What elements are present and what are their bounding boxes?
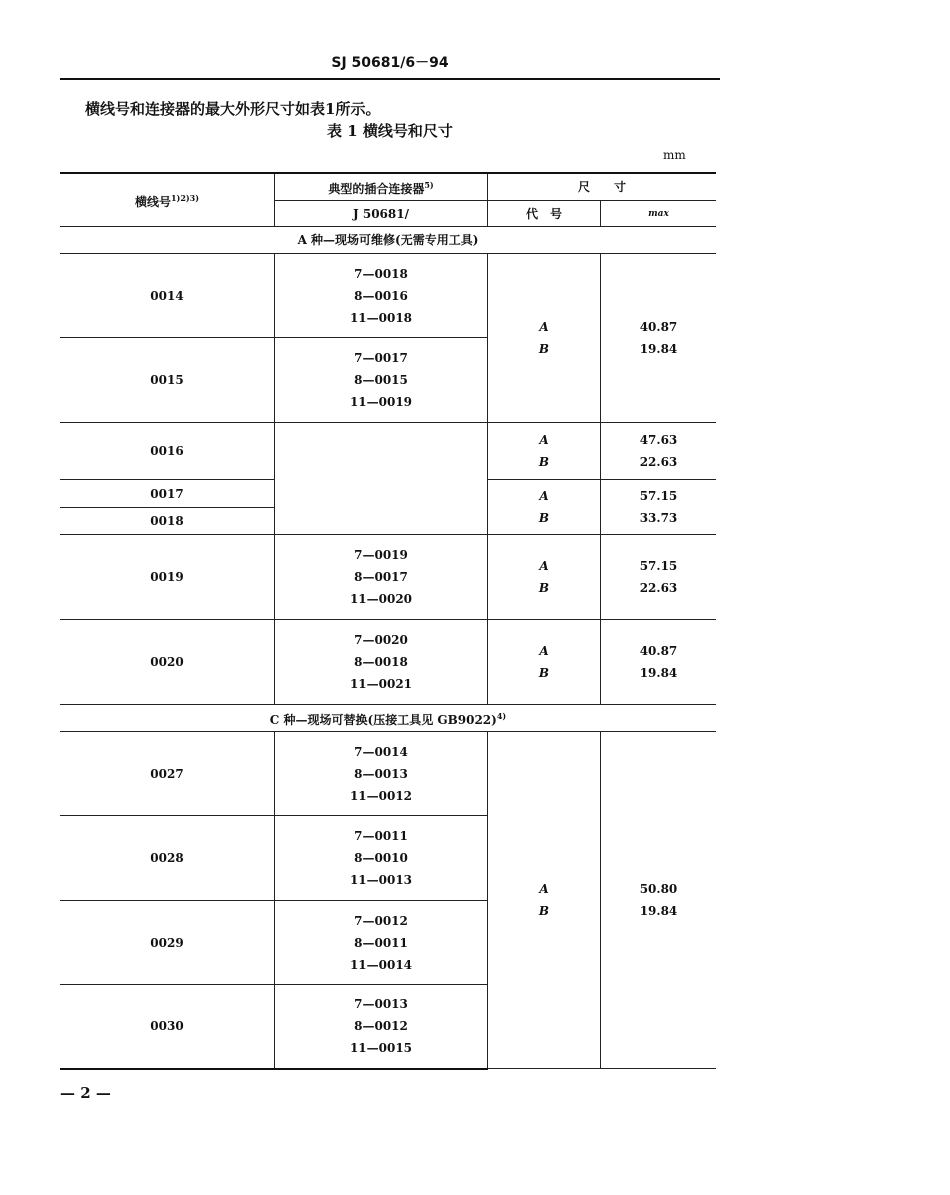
line-number: 0019 bbox=[60, 535, 275, 620]
connector-list: 7—0017 8—0015 11—0019 bbox=[275, 338, 488, 423]
dimension-codes: A B bbox=[488, 732, 601, 1069]
col-connector: 典型的插合连接器$^{5)}$ bbox=[275, 173, 488, 201]
dimension-codes: A B bbox=[488, 535, 601, 620]
line-number: 0017 bbox=[60, 480, 275, 508]
section-title: C 种—现场可替换(压接工具见 GB9022)$^{4)}$ bbox=[60, 705, 716, 732]
dimensions-table bbox=[60, 172, 716, 1070]
table-row bbox=[60, 535, 716, 620]
line-number: 0018 bbox=[60, 508, 275, 535]
line-number: 0027 bbox=[60, 732, 275, 816]
dimension-values: 40.87 19.84 bbox=[601, 620, 717, 705]
col-max: max bbox=[601, 201, 717, 227]
col-code: 代 号 bbox=[488, 201, 601, 227]
dimension-values: 57.15 33.73 bbox=[601, 480, 717, 535]
col-connector-prefix: J 50681/ bbox=[275, 201, 488, 227]
col-line-no: 横线号$^{1)2)3)}$ bbox=[60, 173, 275, 227]
line-number: 0016 bbox=[60, 423, 275, 480]
line-number: 0029 bbox=[60, 901, 275, 985]
table-caption: 表 1 横线号和尺寸 bbox=[327, 122, 453, 140]
intro-text: 横线号和连接器的最大外形尺寸如表1所示。 bbox=[85, 100, 381, 118]
connector-list bbox=[275, 423, 488, 535]
line-number: 0020 bbox=[60, 620, 275, 705]
dimension-values: 47.63 22.63 bbox=[601, 423, 717, 480]
table-row bbox=[60, 732, 716, 816]
table-row bbox=[60, 423, 716, 480]
connector-list: 7—0012 8—0011 11—0014 bbox=[275, 901, 488, 985]
line-number: 0028 bbox=[60, 816, 275, 901]
page-number: — 2 — bbox=[60, 1084, 111, 1102]
connector-list: 7—0013 8—0012 11—0015 bbox=[275, 985, 488, 1069]
dimension-values: 57.15 22.63 bbox=[601, 535, 717, 620]
line-number: 0030 bbox=[60, 985, 275, 1069]
dimension-codes: A B bbox=[488, 254, 601, 423]
col-size: 尺 寸 bbox=[488, 173, 717, 201]
connector-list: 7—0018 8—0016 11—0018 bbox=[275, 254, 488, 338]
unit-label: mm bbox=[663, 148, 686, 162]
dimension-codes: A B bbox=[488, 480, 601, 535]
table-row bbox=[60, 254, 716, 338]
dimension-values: 50.80 19.84 bbox=[601, 732, 717, 1069]
document-header: SJ 50681/6－94 bbox=[331, 55, 449, 71]
line-number: 0015 bbox=[60, 338, 275, 423]
table-row bbox=[60, 620, 716, 705]
dimension-codes: A B bbox=[488, 423, 601, 480]
connector-list: 7—0020 8—0018 11—0021 bbox=[275, 620, 488, 705]
dimension-codes: A B bbox=[488, 620, 601, 705]
dimension-values: 40.87 19.84 bbox=[601, 254, 717, 423]
header-rule bbox=[60, 78, 720, 80]
line-number: 0014 bbox=[60, 254, 275, 338]
connector-list: 7—0019 8—0017 11—0020 bbox=[275, 535, 488, 620]
connector-list: 7—0011 8—0010 11—0013 bbox=[275, 816, 488, 901]
connector-list: 7—0014 8—0013 11—0012 bbox=[275, 732, 488, 816]
section-title: A 种—现场可维修(无需专用工具) bbox=[60, 227, 716, 254]
